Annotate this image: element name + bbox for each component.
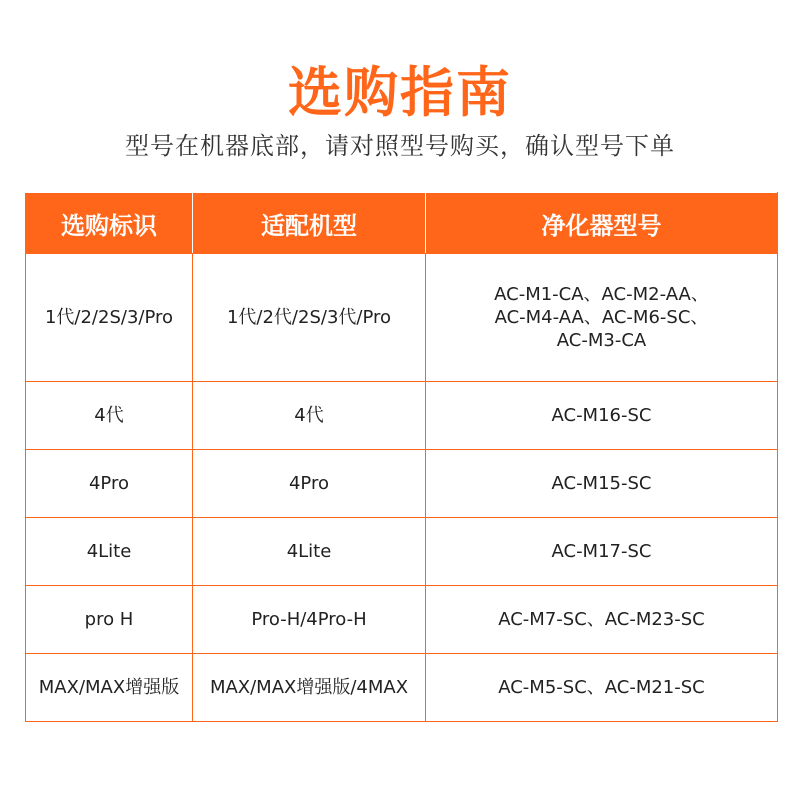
page-subtitle: 型号在机器底部，请对照型号购买，确认型号下单 bbox=[125, 132, 675, 160]
header-filter: 净化器型号 bbox=[426, 193, 778, 254]
cell-models: 4Pro bbox=[193, 450, 426, 518]
cell-models: Pro-H/4Pro-H bbox=[193, 586, 426, 654]
cell-mark: 4Lite bbox=[26, 518, 193, 586]
cell-filter bbox=[426, 654, 778, 722]
table-row bbox=[26, 654, 778, 722]
cell-mark: 4代 bbox=[26, 382, 193, 450]
header-models: 适配机型 bbox=[193, 193, 426, 254]
page-title: 选购指南 bbox=[288, 61, 512, 124]
filter-model-line: AC-M7-SC、AC-M23-SC bbox=[498, 609, 705, 630]
table-row bbox=[26, 254, 778, 382]
filter-model-line: AC-M5-SC、AC-M21-SC bbox=[498, 677, 705, 698]
filter-model-line: AC-M15-SC bbox=[551, 473, 652, 494]
cell-filter bbox=[426, 450, 778, 518]
table-row bbox=[26, 518, 778, 586]
filter-model-line: AC-M17-SC bbox=[551, 541, 652, 562]
table-header-row bbox=[26, 193, 778, 254]
filter-model-line: AC-M1-CA、AC-M2-AA、 bbox=[494, 284, 709, 305]
filter-model-line: AC-M3-CA bbox=[556, 330, 647, 351]
cell-mark: MAX/MAX增强版 bbox=[26, 654, 193, 722]
table-row bbox=[26, 586, 778, 654]
cell-filter bbox=[426, 518, 778, 586]
cell-mark: 4Pro bbox=[26, 450, 193, 518]
cell-models: 4代 bbox=[193, 382, 426, 450]
cell-mark: 1代/2/2S/3/Pro bbox=[26, 254, 193, 382]
cell-mark: pro H bbox=[26, 586, 193, 654]
table-row bbox=[26, 382, 778, 450]
filter-model-line: AC-M4-AA、AC-M6-SC、 bbox=[494, 307, 709, 328]
header-mark: 选购标识 bbox=[26, 193, 193, 254]
cell-filter bbox=[426, 382, 778, 450]
selection-guide-table bbox=[25, 192, 778, 722]
cell-models: 1代/2代/2S/3代/Pro bbox=[193, 254, 426, 382]
cell-models: 4Lite bbox=[193, 518, 426, 586]
table-row bbox=[26, 450, 778, 518]
cell-filter bbox=[426, 254, 778, 382]
cell-filter bbox=[426, 586, 778, 654]
filter-model-line: AC-M16-SC bbox=[551, 405, 652, 426]
cell-models: MAX/MAX增强版/4MAX bbox=[193, 654, 426, 722]
